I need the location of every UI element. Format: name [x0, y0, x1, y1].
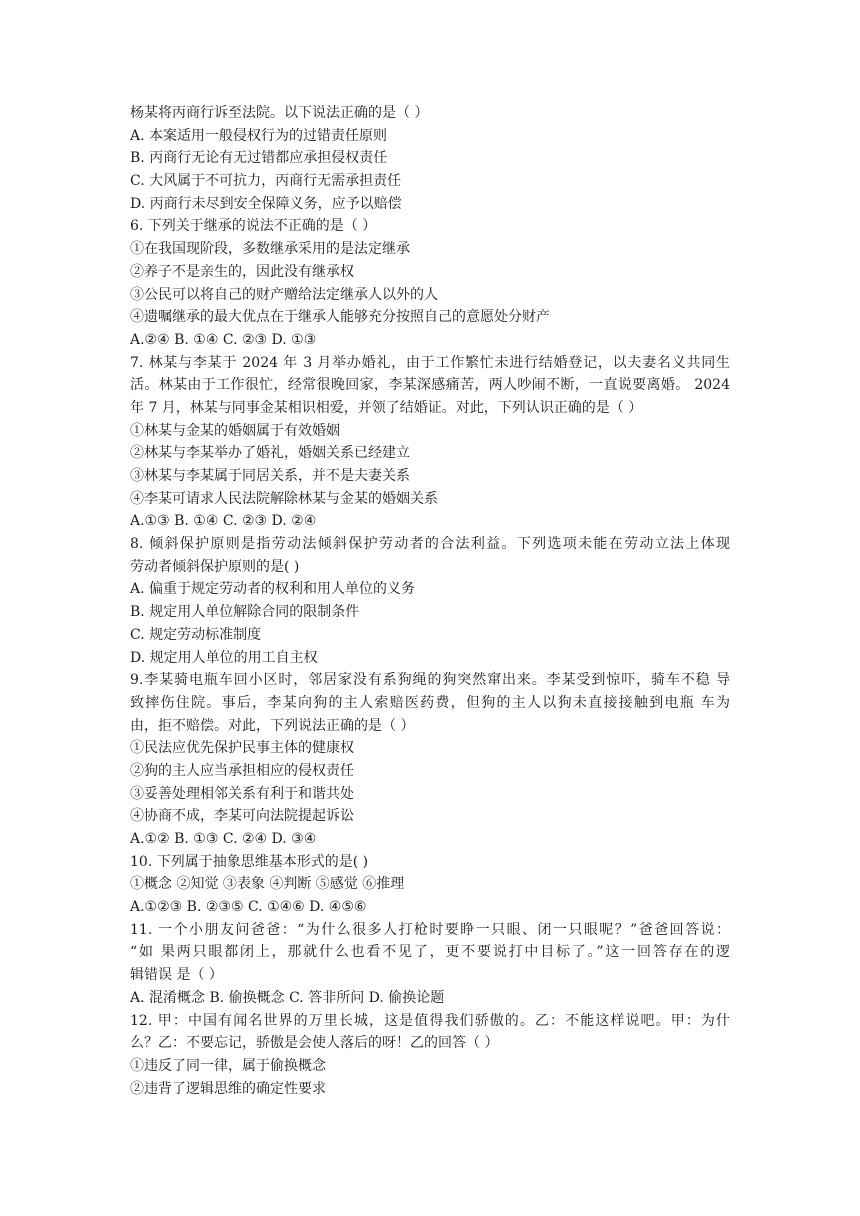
question-10-stem: 10. 下列属于抽象思维基本形式的是( ) [130, 853, 369, 870]
statement-line: ④李某可请求人民法院解除林某与金某的婚姻关系 [130, 490, 438, 507]
statement-line: ①概念 ②知觉 ③表象 ④判断 ⑤感觉 ⑥推理 [130, 876, 405, 893]
statement-line: ②狗的主人应当承担相应的侵权责任 [130, 762, 354, 779]
question-7-stem: 年 7 月，林某与同事金某相识相爱，并领了结婚证。对此，下列认识正确的是（ ） [130, 399, 643, 416]
option-line: D. 规定用人单位的用工自主权 [130, 649, 318, 666]
statement-line: ③妥善处理相邻关系有利于和谐共处 [130, 785, 354, 802]
statement-line: ①林某与金某的婚姻属于有效婚姻 [130, 422, 340, 439]
question-9-stem: 9.李某骑电瓶车回小区时，邻居家没有系狗绳的狗突然窜出来。李某受到惊吓，骑车不稳 导 [130, 672, 730, 689]
question-9-stem: 由，拒不赔偿。对此，下列说法正确的是（ ） [130, 717, 415, 734]
statement-line: ②林某与李某举办了婚礼，婚姻关系已经建立 [130, 445, 410, 462]
statement-line: ②养子不是亲生的，因此没有继承权 [130, 263, 354, 280]
option-line: A. 本案适用一般侵权行为的过错责任原则 [130, 127, 388, 144]
option-line: A.①②③ B. ②③⑤ C. ①④⑥ D. ④⑤⑥ [130, 899, 367, 916]
option-line: D. 丙商行未尽到安全保障义务，应予以赔偿 [130, 195, 402, 212]
question-8-stem: 8. 倾斜保护原则是指劳动法倾斜保护劳动者的合法利益。下列选项未能在劳动立法上体现 [130, 536, 730, 553]
question-11-stem: 辑错误 是（ ） [130, 967, 223, 984]
question-text [130, 102, 730, 1100]
option-line: A. 混淆概念 B. 偷换概念 C. 答非所问 D. 偷换论题 [130, 989, 445, 1006]
question-9-stem: 致摔伤住院。事后，李某向狗的主人索赔医药费，但狗的主人以狗未直接接触到电瓶 车为 [130, 694, 730, 711]
question-6-stem: 6. 下列关于继承的说法不正确的是（ ） [130, 218, 377, 235]
option-line: A.①② B. ①③ C. ②④ D. ③④ [130, 831, 317, 847]
statement-line: ①在我国现阶段，多数继承采用的是法定继承 [130, 241, 410, 258]
option-line: A.②④ B. ①④ C. ②③ D. ①③ [130, 331, 317, 348]
option-line: A.①③ B. ①④ C. ②③ D. ②④ [130, 513, 317, 530]
option-line: B. 丙商行无论有无过错都应承担侵权责任 [130, 150, 388, 167]
statement-line: ④遗嘱继承的最大优点在于继承人能够充分按照自己的意愿处分财产 [130, 309, 550, 326]
question-11-stem: “如 果两只眼都闭上，那就什么也看不见了，更不要说打中目标了。”这一回答存在的逻 [130, 944, 730, 961]
question-11-stem: 11. 一个小朋友问爸爸：“为什么很多人打枪时要睁一只眼、闭一只眼呢？”爸爸回答说： [130, 921, 730, 938]
option-line: C. 大风属于不可抗力，丙商行无需承担责任 [130, 173, 402, 190]
statement-line: ②违背了逻辑思维的确定性要求 [130, 1080, 326, 1097]
question-7-stem: 活。林某由于工作很忙，经常很晚回家，李某深感痛苦，两人吵闹不断，一直说要离婚。 2024 [130, 377, 730, 394]
statement-line: ①违反了同一律，属于偷换概念 [130, 1057, 326, 1074]
option-line: A. 偏重于规定劳动者的权利和用人单位的义务 [130, 581, 416, 598]
statement-line: ④协商不成，李某可向法院提起诉讼 [130, 808, 354, 825]
option-line: B. 规定用人单位解除合同的限制条件 [130, 604, 360, 621]
statement-line: ③林某与李某属于同居关系，并不是夫妻关系 [130, 468, 410, 484]
statement-line: ①民法应优先保护民事主体的健康权 [130, 740, 354, 757]
question-12-stem: 么？乙：不要忘记，骄傲是会使人落后的呀！乙的回答（ ） [130, 1035, 499, 1052]
statement-line: ③公民可以将自己的财产赠给法定继承人以外的人 [130, 286, 438, 303]
question-12-stem: 12. 甲：中国有闻名世界的万里长城，这是值得我们骄傲的。乙：不能这样说吧。甲：为什 [130, 1012, 730, 1029]
text-line: 杨某将丙商行诉至法院。以下说法正确的是（ ） [130, 105, 429, 121]
question-8-stem: 劳动者倾斜保护原则的是( ) [130, 558, 300, 575]
question-7-stem: 7. 林某与李某于 2024 年 3 月举办婚礼，由于工作繁忙未进行结婚登记，以夫妻名义共同生 [130, 354, 730, 371]
option-line: C. 规定劳动标准制度 [130, 626, 262, 643]
